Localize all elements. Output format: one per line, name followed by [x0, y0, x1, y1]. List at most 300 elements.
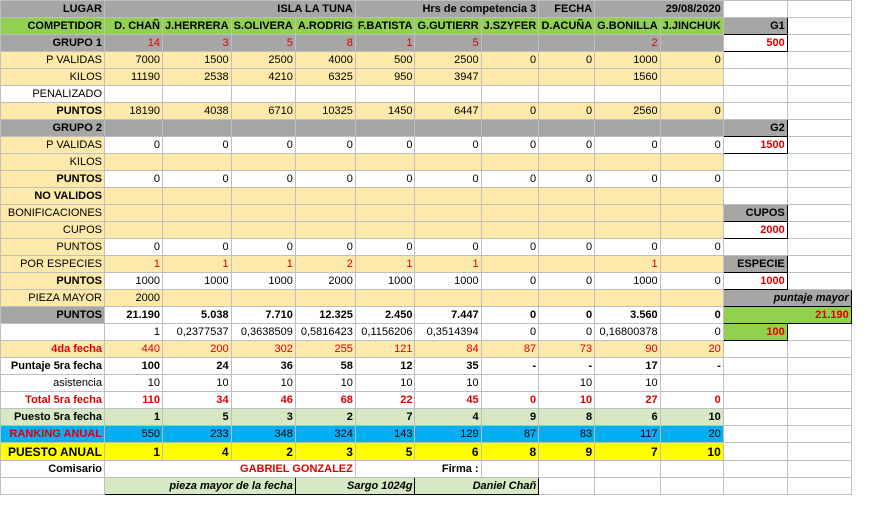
row-label[interactable]: Puesto 5ra fecha: [1, 409, 105, 426]
value-cell[interactable]: 1: [595, 256, 661, 273]
side-cupos-label[interactable]: CUPOS: [723, 205, 787, 222]
side-especie-value[interactable]: 1000: [723, 273, 787, 290]
blank-cell[interactable]: [481, 461, 539, 478]
value-cell[interactable]: [481, 205, 539, 222]
value-cell[interactable]: 10: [539, 392, 595, 409]
competitor-name[interactable]: J.HERRERA: [163, 18, 232, 35]
blank-cell[interactable]: [723, 154, 787, 171]
value-cell[interactable]: 1500: [163, 52, 232, 69]
blank-cell[interactable]: [660, 478, 723, 495]
value-cell[interactable]: [105, 86, 163, 103]
blank-cell[interactable]: [723, 375, 787, 392]
firma-label[interactable]: Firma :: [355, 461, 481, 478]
value-cell[interactable]: 500: [355, 52, 415, 69]
blank-cell[interactable]: [787, 375, 851, 392]
value-cell[interactable]: 0,16800378: [595, 324, 661, 341]
value-cell[interactable]: [660, 120, 723, 137]
value-cell[interactable]: 0: [415, 171, 481, 188]
value-cell[interactable]: 5: [355, 443, 415, 461]
fecha-label[interactable]: FECHA: [539, 1, 595, 18]
value-cell[interactable]: 6325: [295, 69, 355, 86]
value-cell[interactable]: 3: [295, 443, 355, 461]
value-cell[interactable]: [481, 188, 539, 205]
value-cell[interactable]: 2500: [231, 52, 295, 69]
blank-cell[interactable]: [723, 443, 787, 461]
value-cell[interactable]: 9: [481, 409, 539, 426]
value-cell[interactable]: 3947: [415, 69, 481, 86]
value-cell[interactable]: [539, 154, 595, 171]
value-cell[interactable]: 0: [163, 137, 232, 154]
blank-cell[interactable]: [787, 461, 851, 478]
value-cell[interactable]: 3: [231, 409, 295, 426]
value-cell[interactable]: 5: [415, 35, 481, 52]
value-cell[interactable]: 7.447: [415, 307, 481, 324]
g1-label[interactable]: G1: [723, 18, 787, 35]
value-cell[interactable]: [660, 35, 723, 52]
value-cell[interactable]: 0: [660, 137, 723, 154]
competitor-name[interactable]: A.RODRIG: [295, 18, 355, 35]
row-label[interactable]: Puntaje 5ra fecha: [1, 358, 105, 375]
row-label[interactable]: P VALIDAS: [1, 52, 105, 69]
value-cell[interactable]: 4: [163, 443, 232, 461]
value-cell[interactable]: [539, 205, 595, 222]
blank-cell[interactable]: [723, 52, 787, 69]
value-cell[interactable]: 950: [355, 69, 415, 86]
blank-cell[interactable]: [723, 188, 787, 205]
value-cell[interactable]: [295, 222, 355, 239]
value-cell[interactable]: [415, 290, 481, 307]
row-label[interactable]: PUNTOS: [1, 239, 105, 256]
value-cell[interactable]: [539, 35, 595, 52]
blank-cell[interactable]: [787, 478, 851, 495]
value-cell[interactable]: 0: [231, 239, 295, 256]
value-cell[interactable]: [481, 69, 539, 86]
value-cell[interactable]: 1: [355, 35, 415, 52]
value-cell[interactable]: [355, 86, 415, 103]
value-cell[interactable]: 7000: [105, 52, 163, 69]
value-cell[interactable]: 1: [163, 256, 232, 273]
value-cell[interactable]: [295, 290, 355, 307]
value-cell[interactable]: 117: [595, 426, 661, 443]
value-cell[interactable]: [355, 188, 415, 205]
value-cell[interactable]: [415, 86, 481, 103]
value-cell[interactable]: 0: [163, 239, 232, 256]
competitor-name[interactable]: J.JINCHUK: [660, 18, 723, 35]
value-cell[interactable]: 0: [355, 137, 415, 154]
value-cell[interactable]: 34: [163, 392, 232, 409]
value-cell[interactable]: 6710: [231, 103, 295, 120]
value-cell[interactable]: [105, 120, 163, 137]
value-cell[interactable]: 324: [295, 426, 355, 443]
value-cell[interactable]: 0,3638509: [231, 324, 295, 341]
value-cell[interactable]: [231, 222, 295, 239]
value-cell[interactable]: 8: [481, 443, 539, 461]
value-cell[interactable]: [231, 120, 295, 137]
value-cell[interactable]: [415, 154, 481, 171]
value-cell[interactable]: 4: [415, 409, 481, 426]
value-cell[interactable]: 6: [415, 443, 481, 461]
value-cell[interactable]: 110: [105, 392, 163, 409]
value-cell[interactable]: 0,5816423: [295, 324, 355, 341]
value-cell[interactable]: 87: [481, 426, 539, 443]
value-cell[interactable]: 0: [660, 171, 723, 188]
value-cell[interactable]: 9: [539, 443, 595, 461]
blank-cell[interactable]: [595, 461, 661, 478]
value-cell[interactable]: 10: [415, 375, 481, 392]
row-label[interactable]: NO VALIDOS: [1, 188, 105, 205]
value-cell[interactable]: 90: [595, 341, 661, 358]
row-label[interactable]: asistencia: [1, 375, 105, 392]
side-g2-label[interactable]: G2: [723, 120, 787, 137]
value-cell[interactable]: [415, 120, 481, 137]
value-cell[interactable]: 0: [481, 239, 539, 256]
value-cell[interactable]: 1000: [163, 273, 232, 290]
blank-cell[interactable]: [723, 392, 787, 409]
value-cell[interactable]: -: [539, 358, 595, 375]
value-cell[interactable]: [163, 86, 232, 103]
value-cell[interactable]: 1000: [355, 273, 415, 290]
value-cell[interactable]: 0: [105, 239, 163, 256]
competitor-name[interactable]: D. CHAÑ: [105, 18, 163, 35]
value-cell[interactable]: [105, 222, 163, 239]
value-cell[interactable]: 0: [105, 137, 163, 154]
value-cell[interactable]: [481, 35, 539, 52]
blank-cell[interactable]: [787, 1, 851, 18]
value-cell[interactable]: [295, 120, 355, 137]
value-cell[interactable]: 440: [105, 341, 163, 358]
value-cell[interactable]: 0: [231, 171, 295, 188]
value-cell[interactable]: [105, 188, 163, 205]
blank-cell[interactable]: [787, 18, 851, 35]
value-cell[interactable]: 2500: [415, 52, 481, 69]
value-cell[interactable]: [595, 205, 661, 222]
value-cell[interactable]: 0: [595, 171, 661, 188]
value-cell[interactable]: [660, 205, 723, 222]
value-cell[interactable]: [105, 154, 163, 171]
blank-cell[interactable]: [723, 171, 787, 188]
value-cell[interactable]: 4038: [163, 103, 232, 120]
blank-cell[interactable]: [787, 103, 851, 120]
value-cell[interactable]: 0: [105, 171, 163, 188]
value-cell[interactable]: 0: [539, 307, 595, 324]
blank-cell[interactable]: [787, 426, 851, 443]
blank-cell[interactable]: [787, 120, 851, 137]
value-cell[interactable]: 348: [231, 426, 295, 443]
value-cell[interactable]: 10: [539, 375, 595, 392]
value-cell[interactable]: 24: [163, 358, 232, 375]
value-cell[interactable]: 1: [231, 256, 295, 273]
value-cell[interactable]: [163, 290, 232, 307]
blank-cell[interactable]: [787, 358, 851, 375]
blank-cell[interactable]: [723, 461, 787, 478]
blank-cell[interactable]: [787, 188, 851, 205]
competitor-name[interactable]: G.BONILLA: [595, 18, 661, 35]
value-cell[interactable]: [231, 188, 295, 205]
value-cell[interactable]: [539, 290, 595, 307]
value-cell[interactable]: 3.560: [595, 307, 661, 324]
blank-cell[interactable]: [787, 69, 851, 86]
value-cell[interactable]: [660, 86, 723, 103]
blank-cell[interactable]: [787, 86, 851, 103]
row-label[interactable]: GRUPO 2: [1, 120, 105, 137]
value-cell[interactable]: 121: [355, 341, 415, 358]
value-cell[interactable]: 0: [481, 392, 539, 409]
blank-cell[interactable]: [660, 461, 723, 478]
value-cell[interactable]: [295, 188, 355, 205]
row-label[interactable]: PUNTOS: [1, 171, 105, 188]
blank-cell[interactable]: [723, 478, 787, 495]
blank-cell[interactable]: [787, 35, 851, 52]
competitor-label[interactable]: COMPETIDOR: [1, 18, 105, 35]
side-pct-value[interactable]: 100: [723, 324, 787, 341]
value-cell[interactable]: 10325: [295, 103, 355, 120]
side-puntaje-mayor-label[interactable]: puntaje mayor: [723, 290, 851, 307]
blank-cell[interactable]: [787, 137, 851, 154]
value-cell[interactable]: 0: [539, 324, 595, 341]
value-cell[interactable]: 0: [539, 171, 595, 188]
value-cell[interactable]: 255: [295, 341, 355, 358]
value-cell[interactable]: 2.450: [355, 307, 415, 324]
value-cell[interactable]: 4000: [295, 52, 355, 69]
competitor-name[interactable]: S.OLIVERA: [231, 18, 295, 35]
row-label[interactable]: KILOS: [1, 154, 105, 171]
value-cell[interactable]: 1000: [415, 273, 481, 290]
value-cell[interactable]: 0: [481, 307, 539, 324]
value-cell[interactable]: [660, 375, 723, 392]
value-cell[interactable]: 6: [595, 409, 661, 426]
value-cell[interactable]: 129: [415, 426, 481, 443]
row-label[interactable]: POR ESPECIES: [1, 256, 105, 273]
blank-cell[interactable]: [787, 256, 851, 273]
value-cell[interactable]: [415, 188, 481, 205]
blank-cell[interactable]: [787, 324, 851, 341]
value-cell[interactable]: 0: [481, 273, 539, 290]
value-cell[interactable]: 0: [481, 324, 539, 341]
value-cell[interactable]: 45: [415, 392, 481, 409]
value-cell[interactable]: 0: [595, 137, 661, 154]
value-cell[interactable]: 84: [415, 341, 481, 358]
value-cell[interactable]: 0: [481, 52, 539, 69]
value-cell[interactable]: 2538: [163, 69, 232, 86]
value-cell[interactable]: [295, 86, 355, 103]
blank-cell[interactable]: [787, 222, 851, 239]
value-cell[interactable]: 12: [355, 358, 415, 375]
value-cell[interactable]: -: [481, 358, 539, 375]
value-cell[interactable]: [481, 290, 539, 307]
value-cell[interactable]: 0: [231, 137, 295, 154]
value-cell[interactable]: [539, 256, 595, 273]
value-cell[interactable]: 2000: [105, 290, 163, 307]
value-cell[interactable]: [295, 154, 355, 171]
value-cell[interactable]: 0: [295, 137, 355, 154]
value-cell[interactable]: 0,2377537: [163, 324, 232, 341]
value-cell[interactable]: [595, 222, 661, 239]
value-cell[interactable]: 0: [660, 392, 723, 409]
value-cell[interactable]: 550: [105, 426, 163, 443]
row-label[interactable]: PUESTO ANUAL: [1, 443, 105, 461]
value-cell[interactable]: [660, 256, 723, 273]
value-cell[interactable]: 0: [539, 239, 595, 256]
competitor-name[interactable]: D.ACUÑA: [539, 18, 595, 35]
row-label[interactable]: Total 5ra fecha: [1, 392, 105, 409]
blank-cell[interactable]: [723, 409, 787, 426]
value-cell[interactable]: [595, 188, 661, 205]
row-label[interactable]: PUNTOS: [1, 273, 105, 290]
blank-cell[interactable]: [539, 461, 595, 478]
value-cell[interactable]: 0: [539, 103, 595, 120]
value-cell[interactable]: 0: [539, 273, 595, 290]
value-cell[interactable]: [539, 86, 595, 103]
value-cell[interactable]: [481, 86, 539, 103]
value-cell[interactable]: 233: [163, 426, 232, 443]
value-cell[interactable]: 1000: [105, 273, 163, 290]
blank-cell[interactable]: [787, 273, 851, 290]
value-cell[interactable]: 14: [105, 35, 163, 52]
value-cell[interactable]: 0: [481, 103, 539, 120]
value-cell[interactable]: [595, 120, 661, 137]
value-cell[interactable]: 0: [295, 171, 355, 188]
value-cell[interactable]: 0,1156206: [355, 324, 415, 341]
blank-cell[interactable]: [595, 478, 661, 495]
value-cell[interactable]: [539, 188, 595, 205]
value-cell[interactable]: 17: [595, 358, 661, 375]
value-cell[interactable]: 27: [595, 392, 661, 409]
value-cell[interactable]: 0,3514394: [415, 324, 481, 341]
value-cell[interactable]: [355, 222, 415, 239]
value-cell[interactable]: [595, 86, 661, 103]
value-cell[interactable]: [481, 375, 539, 392]
blank-cell[interactable]: [723, 1, 787, 18]
value-cell[interactable]: 10: [660, 443, 723, 461]
value-cell[interactable]: 5: [163, 409, 232, 426]
value-cell[interactable]: 7: [355, 409, 415, 426]
value-cell[interactable]: 0: [660, 307, 723, 324]
blank-cell[interactable]: [787, 154, 851, 171]
blank-cell[interactable]: [787, 341, 851, 358]
value-cell[interactable]: [163, 120, 232, 137]
value-cell[interactable]: 5: [231, 35, 295, 52]
comisario-label[interactable]: Comisario: [1, 461, 105, 478]
value-cell[interactable]: 1450: [355, 103, 415, 120]
value-cell[interactable]: 0: [481, 137, 539, 154]
value-cell[interactable]: 1: [105, 409, 163, 426]
comisario-value[interactable]: GABRIEL GONZALEZ: [105, 461, 356, 478]
value-cell[interactable]: 0: [660, 103, 723, 120]
value-cell[interactable]: [481, 120, 539, 137]
blank-cell[interactable]: [723, 103, 787, 120]
value-cell[interactable]: [595, 154, 661, 171]
blank-cell[interactable]: [1, 478, 105, 495]
value-cell[interactable]: 1560: [595, 69, 661, 86]
value-cell[interactable]: 12.325: [295, 307, 355, 324]
row-label[interactable]: PUNTOS: [1, 307, 105, 324]
value-cell[interactable]: 58: [295, 358, 355, 375]
row-label[interactable]: PENALIZADO: [1, 86, 105, 103]
value-cell[interactable]: 0: [481, 171, 539, 188]
value-cell[interactable]: 11190: [105, 69, 163, 86]
row-label[interactable]: PIEZA MAYOR: [1, 290, 105, 307]
value-cell[interactable]: [660, 154, 723, 171]
value-cell[interactable]: 0: [415, 239, 481, 256]
row-label[interactable]: KILOS: [1, 69, 105, 86]
value-cell[interactable]: [163, 205, 232, 222]
competitor-name[interactable]: J.SZYFER: [481, 18, 539, 35]
value-cell[interactable]: 10: [355, 375, 415, 392]
value-cell[interactable]: 0: [660, 239, 723, 256]
blank-cell[interactable]: [723, 86, 787, 103]
value-cell[interactable]: [355, 154, 415, 171]
value-cell[interactable]: 1000: [231, 273, 295, 290]
fecha-value[interactable]: 29/08/2020: [595, 1, 724, 18]
value-cell[interactable]: 35: [415, 358, 481, 375]
value-cell[interactable]: 1: [415, 256, 481, 273]
pieza-owner[interactable]: Daniel Chañ: [415, 478, 539, 495]
value-cell[interactable]: 0: [295, 239, 355, 256]
value-cell[interactable]: 73: [539, 341, 595, 358]
value-cell[interactable]: 2000: [295, 273, 355, 290]
value-cell[interactable]: [539, 120, 595, 137]
value-cell[interactable]: 2: [595, 35, 661, 52]
row-label[interactable]: PUNTOS: [1, 103, 105, 120]
value-cell[interactable]: [481, 154, 539, 171]
value-cell[interactable]: 1000: [595, 52, 661, 69]
value-cell[interactable]: [105, 205, 163, 222]
value-cell[interactable]: 21.190: [105, 307, 163, 324]
value-cell[interactable]: 0: [595, 239, 661, 256]
row-label[interactable]: [1, 324, 105, 341]
value-cell[interactable]: [660, 188, 723, 205]
lugar-value[interactable]: ISLA LA TUNA: [105, 1, 356, 18]
blank-cell[interactable]: [723, 358, 787, 375]
value-cell[interactable]: 10: [231, 375, 295, 392]
value-cell[interactable]: 143: [355, 426, 415, 443]
side-puntaje-mayor-value[interactable]: 21.190: [723, 307, 851, 324]
value-cell[interactable]: 1: [105, 256, 163, 273]
value-cell[interactable]: 6447: [415, 103, 481, 120]
value-cell[interactable]: -: [660, 358, 723, 375]
blank-cell[interactable]: [787, 171, 851, 188]
value-cell[interactable]: 5.038: [163, 307, 232, 324]
lugar-label[interactable]: LUGAR: [1, 1, 105, 18]
value-cell[interactable]: 20: [660, 341, 723, 358]
value-cell[interactable]: [295, 205, 355, 222]
value-cell[interactable]: 10: [595, 375, 661, 392]
row-label[interactable]: GRUPO 1: [1, 35, 105, 52]
value-cell[interactable]: [481, 256, 539, 273]
value-cell[interactable]: 10: [295, 375, 355, 392]
value-cell[interactable]: [660, 290, 723, 307]
value-cell[interactable]: 302: [231, 341, 295, 358]
value-cell[interactable]: 7: [595, 443, 661, 461]
value-cell[interactable]: [481, 222, 539, 239]
value-cell[interactable]: 200: [163, 341, 232, 358]
value-cell[interactable]: 18190: [105, 103, 163, 120]
value-cell[interactable]: 2560: [595, 103, 661, 120]
blank-cell[interactable]: [723, 69, 787, 86]
value-cell[interactable]: 1: [105, 324, 163, 341]
pieza-label[interactable]: pieza mayor de la fecha: [105, 478, 296, 495]
value-cell[interactable]: 2: [295, 256, 355, 273]
value-cell[interactable]: 0: [355, 171, 415, 188]
value-cell[interactable]: 0: [415, 137, 481, 154]
side-cupos-value[interactable]: 2000: [723, 222, 787, 239]
row-label[interactable]: P VALIDAS: [1, 137, 105, 154]
blank-cell[interactable]: [787, 409, 851, 426]
value-cell[interactable]: 22: [355, 392, 415, 409]
value-cell[interactable]: 0: [660, 273, 723, 290]
row-label[interactable]: RANKING ANUAL: [1, 426, 105, 443]
value-cell[interactable]: 1: [355, 256, 415, 273]
